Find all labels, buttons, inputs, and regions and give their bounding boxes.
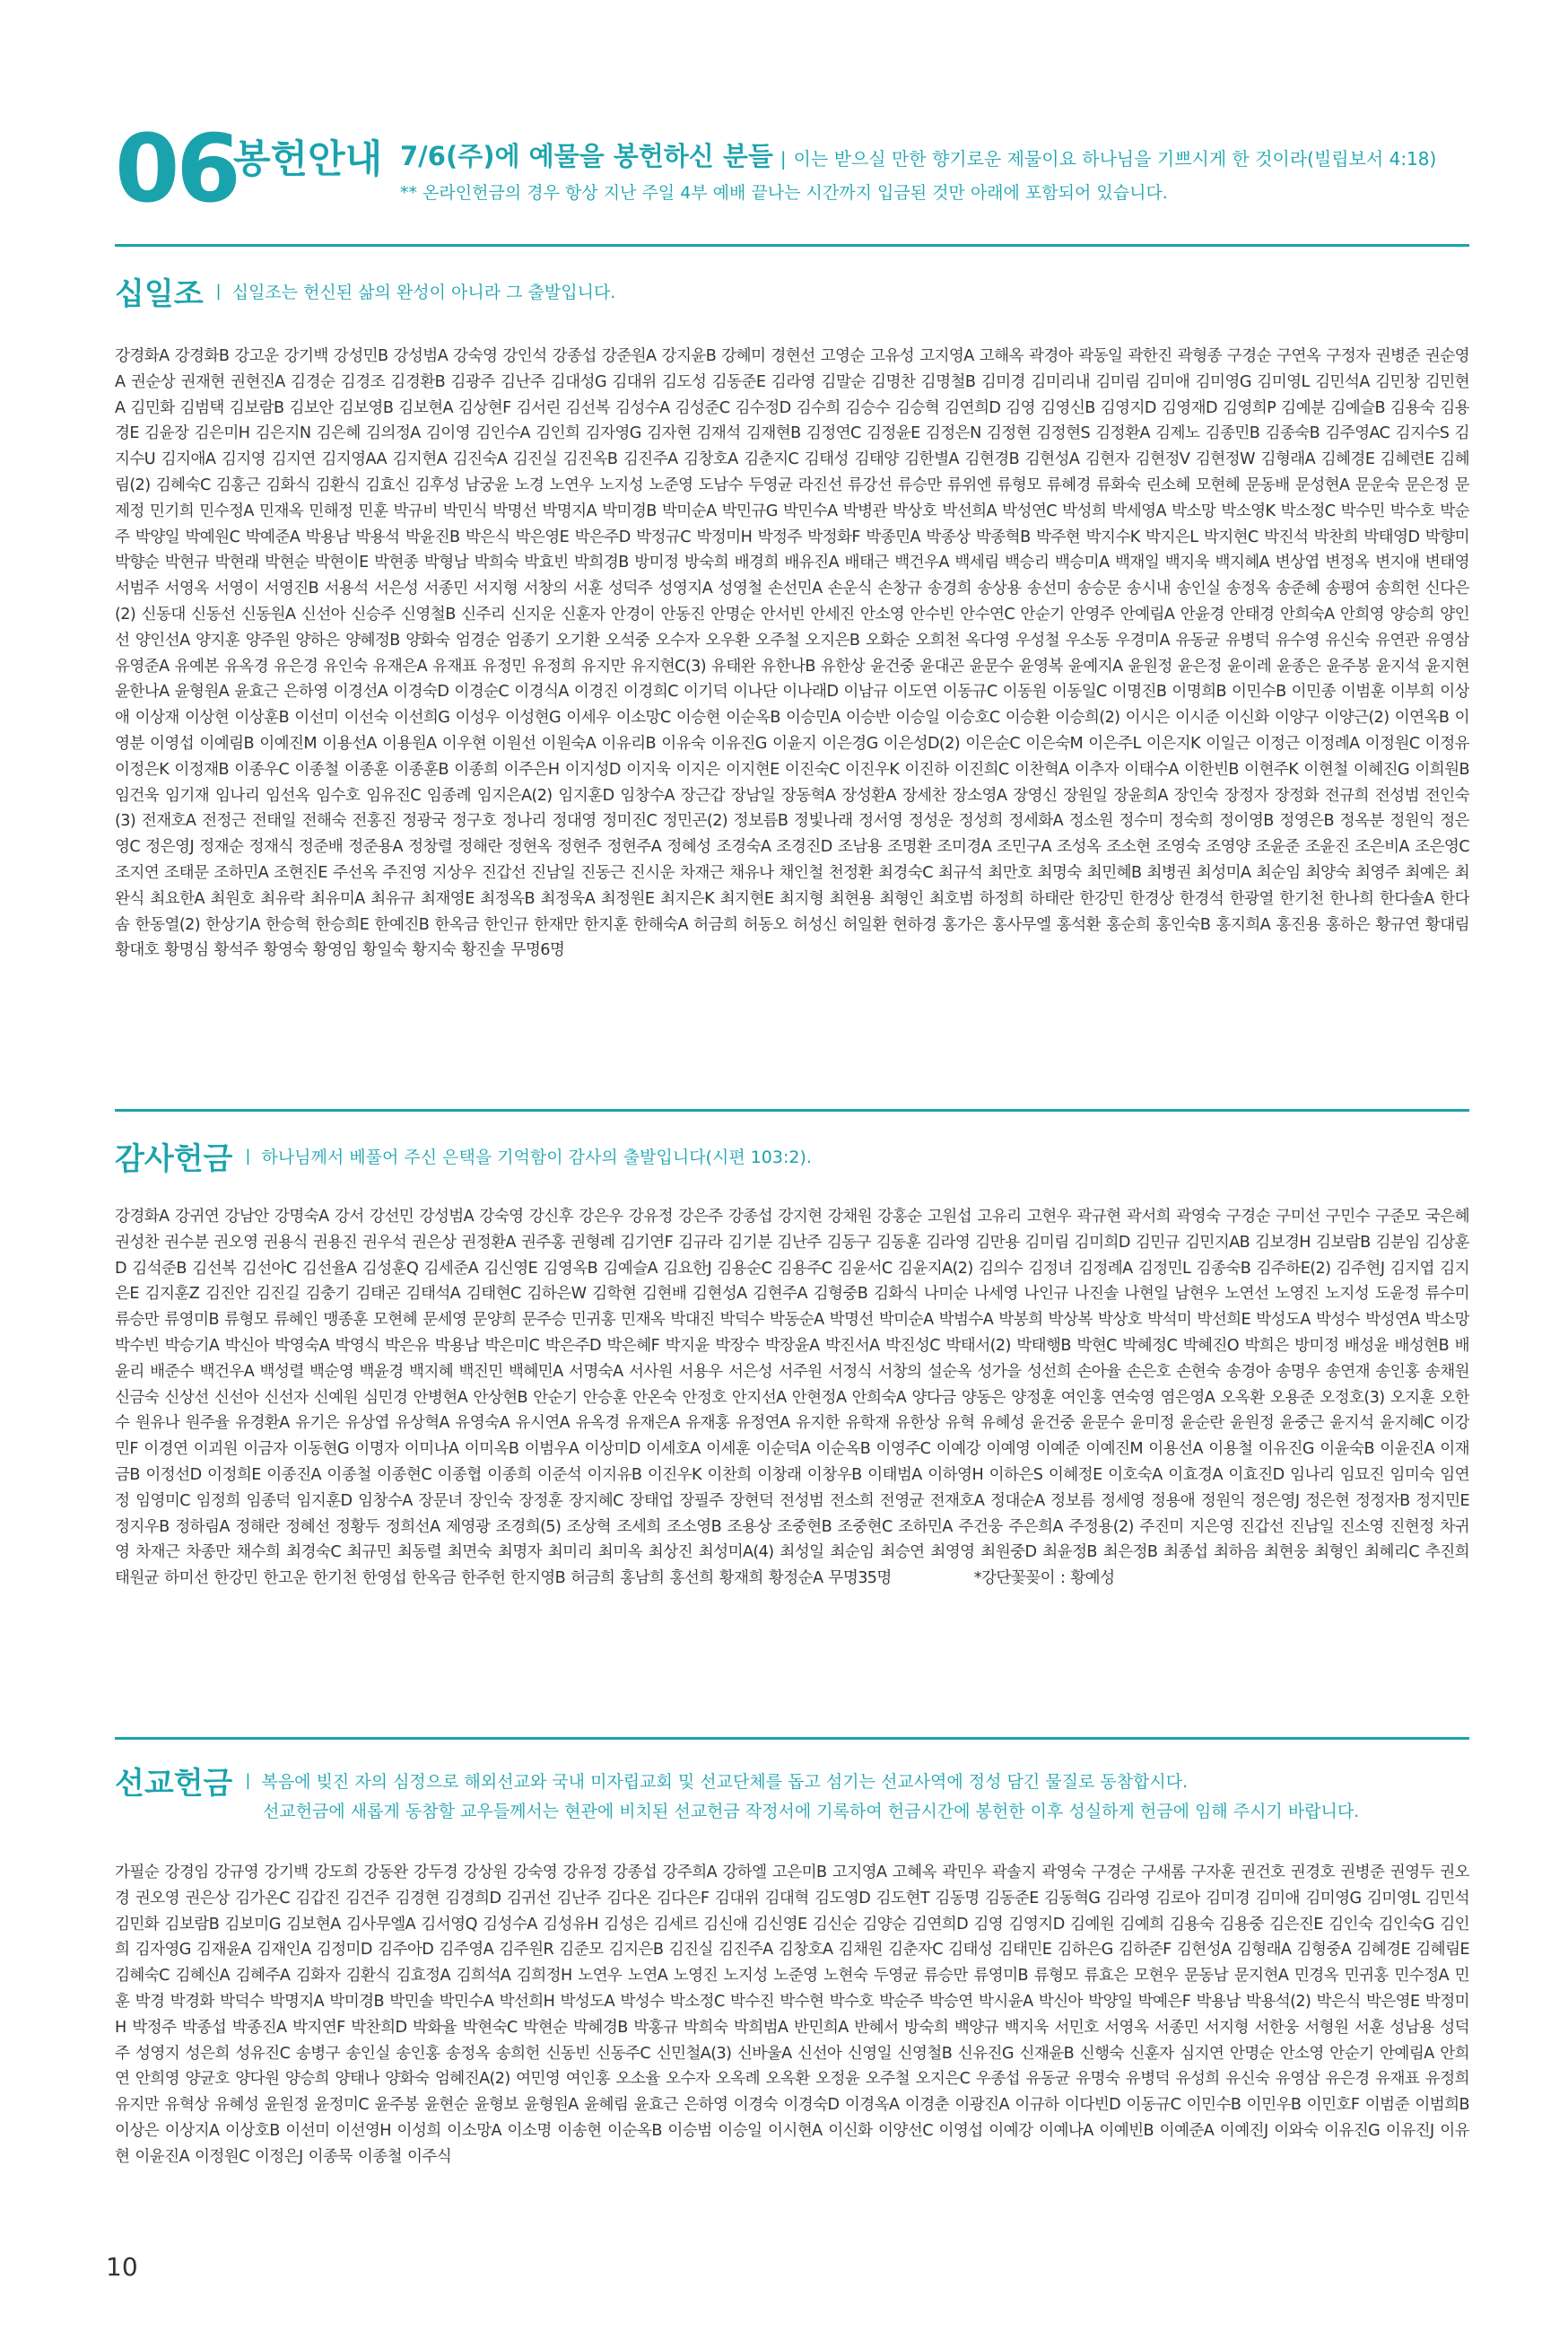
thanks-title: 감사헌금 bbox=[115, 1141, 233, 1177]
section-number: 06 bbox=[115, 114, 238, 223]
mission-description: 복음에 빚진 자의 심정으로 해외선교와 국내 미자립교회 및 선교단체를 돕고 섬기는 선교사역에 정성 담긴 물질로 동참합시다. bbox=[261, 1772, 1189, 1792]
online-offering-note: ** 온라인헌금의 경우 항상 지난 주일 4부 예배 끝나는 시간까지 입금된 것만 아래에 포함되어 있습니다. bbox=[400, 183, 1168, 203]
mission-description-2: 선교헌금에 새롭게 동참할 교우들께서는 현관에 비치된 선교헌금 작정서에 기록하여 헌금시간에 봉헌한 이후 성실하게 헌금에 임해 주시기 바랍니다. bbox=[263, 1802, 1360, 1821]
offering-date-title: 7/6(주)에 예물을 봉헌하신 분들 bbox=[400, 141, 773, 171]
divider-line bbox=[115, 1737, 1469, 1740]
divider: | bbox=[215, 282, 222, 301]
section-title: 봉헌안내 bbox=[233, 137, 383, 182]
divider-line bbox=[115, 1109, 1469, 1112]
thanks-name-list bbox=[115, 1204, 1469, 1684]
divider: | bbox=[245, 1147, 251, 1166]
thanks-names: 강경화A 강귀연 강남안 강명숙A 강서 강선민 강성범A 강숙영 강신후 강은우 강유정 강은주 강종섭 강지현 강채원 강홍순 고원섭 고유리 고현우 곽규현 곽서희 곽영숙 구경순 구미선 구민수 구준모 국은혜 권성찬 권수분 권오영 권용식 권용진 권우석 권은상 권정환A 권주홍 권형례 김기연F 김규라 김기분 김난주 김동구 김동훈 김라영 김만용 김미림 김미희D 김민규 김민지AB 김보경H 김보람B 김분임 김상훈D 김석준B 김선복 김선아C 김선율A 김성훈Q 김세준A 김신영E 김영옥B 김예슬A 김요한J 김용순C 김용주C 김윤서C 김윤지A(2) 김의수 김정녀 김정례A 김정민L 김종숙B 김주하E(2) 김주현J 김지엽 김지은E 김지훈Z 김진안 김진길 김충기 김태곤 김태석A 김태현C 김하은W 김학현 김현배 김현성A 김현주A 김형중B 김화식 나미순 나세영 나인규 나진솔 나현일 남현우 노연선 노영진 노지성 도윤정 류수미 류승만 류영미B 류형모 류혜인 맹종훈 모현혜 문세영 문양희 문주승 민귀홍 민재옥 박대진 박덕수 박동순A 박명선 박미순A 박범수A 박봉희 박상복 박상호 박석미 박선희E 박성도A 박성수 박성연A 박소망 박수빈 박승기A 박신아 박영숙A 박영식 박은유 박용남 박은미C 박은주D 박은혜F 박지윤 박장수 박장윤A 박진서A 박진성C 박태서(2) 박태행B 박현C 박혜정C 박혜진O 박희은 방미정 배성윤 배성현B 배윤리 배준수 백건우A 백성렬 백순영 백윤경 백지혜 백진민 백혜민A 서명숙A 서사원 서용우 서은성 서주원 서정식 서창의 설순옥 성가을 성선희 손아율 손은호 손현숙 송경아 송명우 송연재 송인홍 송채원 신금숙 신상선 신선아 신선자 신예원 심민경 안병현A 안상현B 안순기 안승훈 안온숙 안정호 안지선A 안현정A 안희숙A 양다금 양동은 양정훈 여인홍 연숙영 염은영A 오옥환 오용준 오정호(3) 오지훈 오한수 원유나 원주율 유경환A 유기은 유상엽 유상혁A 유영숙A 유시연A 유옥경 유재은A 유재홍 유정연A 유지한 유학재 유한상 유혁 유혜성 윤건중 윤문수 윤미정 윤순란 윤원정 윤중근 윤지석 윤지혜C 이강민F 이경연 이괴원 이금자 이동현G 이명자 이미나A 이미옥B 이범우A 이상미D 이세호A 이세훈 이순덕A 이순옥B 이영주C 이예강 이예영 이예준 이예진M 이용선A 이용철 이유진G 이윤숙B 이윤진A 이재금B 이정선D 이정희E 이종진A 이종철 이종현C 이종협 이종희 이준석 이지유B 이진우K 이찬희 이창래 이창우B 이태범A 이하영H 이하은S 이혜정E 이호숙A 이효경A 이효진D 임나리 임묘진 임미숙 임연정 임영미C 임정희 임종덕 임지훈D 임창수A 장문녀 장인숙 장정훈 장지혜C 장태업 장필주 장현덕 전성범 전소희 전영균 전재호A 정대순A 정보름 정세영 정용애 정원익 정은영J 정은현 정정자B 정지민E 정지우B 정하림A 정해란 정혜선 정황두 정희선A 제영광 조경희(5) 조상혁 조세희 조소영B 조용상 조중현B 조중현C 조하민A 주건웅 주은희A 주정용(2) 주진미 지은영 진갑선 진남일 진소영 진현정 차귀영 차재근 차종만 채수희 최경숙C 최규민 최동렬 최면숙 최명자 최미리 최미옥 최상진 최성미A(4) 최성일 최순임 최승연 최영영 최원중D 최윤정B 최은정B 최종섭 최하음 최현웅 최형인 최혜리C 추진희 태원균 하미선 한강민 한고운 한기천 한영섭 한옥금 한주헌 한지영B 허금희 홍남희 홍선희 황재희 황정순A 무명35명 bbox=[115, 1208, 1469, 1588]
bible-verse: 이는 받으실 만한 향기로운 제물이요 하나님을 기쁘시게 한 것이라(빌립보서 4:18) bbox=[793, 148, 1437, 170]
page-number: 10 bbox=[106, 2252, 138, 2282]
tithe-title: 십일조 bbox=[115, 276, 204, 312]
mission-name-list: 가필순 강경임 강규영 강기백 강도희 강동완 강두경 강상원 강숙영 강유정 강종섭 강주희A 강하엘 고은미B 고지영A 고혜옥 곽민우 곽솔지 곽영숙 구경순 구새롬 구자훈 권건호 권경호 권병준 권영두 권오경 권오영 권은상 김가온C 김갑진 김건주 김경현 김경희D 김귀선 김난주 김다온 김다은F 김대위 김대혁 김도영D 김도현T 김동명 김동준E 김동혁G 김라영 김로아 김미경 김미애 김미영G 김미영L 김민석 김민화 김보람B 김보미G 김보현A 김사무엘A 김서영Q 김성수A 김성유H 김성은 김세르 김신애 김신영E 김신순 김양순 김연희D 김영 김영지D 김예원 김예희 김용숙 김용중 김은진E 김인숙 김인숙G 김인희 김자영G 김재윤A 김재인A 김정미D 김주아D 김주영A 김주원R 김준모 김지은B 김진실 김진주A 김창호A 김채원 김춘자C 김태성 김태민E 김하은G 김하준F 김현성A 김형래A 김형중A 김혜경E 김혜림E 김혜숙C 김혜신A 김혜주A 김화자 김환식 김효정A 김희석A 김희정H 노연우 노연A 노영진 노지성 노준영 노현숙 두영균 류승만 류영미B 류형모 류효은 모현우 문동남 문지현A 민경옥 민귀홍 민수정A 민훈 박경 박경화 박덕수 박명지A 박미경B 박민솔 박민수A 박선희H 박성도A 박성수 박소정C 박수진 박수현 박수호 박순주 박승연 박시윤A 박신아 박양일 박예은F 박용남 박용석(2) 박은식 박은영E 박정미H 박정주 박종섭 박종진A 박지연F 박찬희D 박화율 박현숙C 박현순 박혜경B 박홍규 박희숙 박희범A 반민희A 반혜서 방숙희 백양규 백지욱 서민호 서영옥 서종민 서지형 서한웅 서형원 서훈 성남용 성덕주 성영지 성은희 성유진C 송병구 송인실 송인홍 송정옥 송희헌 신동빈 신동주C 신민철A(3) 신바울A 신선아 신영일 신영철B 신유진G 신재윤B 신행숙 신훈자 심지연 안명순 안소영 안순기 안예림A 안희연 안희영 양균호 양다원 양승희 양태나 양화숙 엄혜진A(2) 여민영 여인홍 오소율 오수자 오옥례 오옥환 오정윤 오주철 오지은C 우종섭 유동균 유명숙 유병덕 유성희 유신숙 유영삼 유은경 유재표 유정희 유지만 유혁상 유혜성 윤원정 윤정미C 윤주봉 윤현순 윤형보 윤형원A 윤혜림 윤효근 은하영 이경숙 이경숙D 이경옥A 이경춘 이광진A 이규하 이다빈D 이동규C 이민수B 이민우B 이민호F 이범준 이범희B 이상은 이상지A 이상호B 이선미 이선영H 이성희 이소망A 이소명 이송현 이순옥B 이승범 이승일 이시현A 이신화 이양선C 이영섭 이예강 이예나A 이예빈B 이예준A 이예진J 이와숙 이유진G 이유진J 이유현 이윤진A 이정원C 이정은J 이종묵 이종철 이주식 bbox=[115, 1864, 1469, 2166]
divider: | bbox=[780, 148, 787, 170]
divider: | bbox=[245, 1771, 251, 1790]
divider-line bbox=[115, 244, 1469, 247]
page-header bbox=[115, 114, 1469, 223]
thanks-description: 하나님께서 베풀어 주신 은택을 기억함이 감사의 출발입니다(시편 103:2). bbox=[261, 1148, 812, 1167]
thanks-heading bbox=[115, 1134, 812, 1178]
mission-heading bbox=[115, 1759, 1188, 1803]
tithe-description: 십일조는 헌신된 삶의 완성이 아니라 그 출발입니다. bbox=[231, 283, 616, 302]
mission-title: 선교헌금 bbox=[115, 1766, 233, 1802]
tithe-name-list: 강경화A 강경화B 강고운 강기백 강성민B 강성범A 강숙영 강인석 강종섭 강준원A 강지윤B 강혜미 경현선 고영순 고유성 고지영A 고해옥 곽경아 곽동일 곽한진 곽형종 구경순 구연옥 구정자 권병준 권순영A 권순상 권재현 권현진A 김경순 김경조 김경환B 김광주 김난주 김대성G 김대위 김도성 김동준E 김라영 김말순 김명찬 김명철B 김미경 김미리내 김미림 김미애 김미영G 김미영L 김민석A 김민창 김민현A 김민화 김범택 김보람B 김보안 김보영B 김보현A 김상현F 김서린 김선복 김성수A 김성준C 김수정D 김수희 김승수 김승혁 김연희D 김영 김영신B 김영지D 김영재D 김영희P 김예분 김예슬B 김용숙 김용경E 김윤장 김은미H 김은지N 김은혜 김의정A 김이영 김인수A 김인희 김자영G 김자현 김재석 김재현B 김정연C 김정윤E 김정은N 김정현 김정현S 김정환A 김제노 김종민B 김종숙B 김주영AC 김지수S 김지수U 김지애A 김지영 김지연 김지영AA 김지현A 김진숙A 김진실 김진옥B 김진주A 김창호A 김춘지C 김태성 김태양 김한별A 김현경B 김현성A 김현자 김현정V 김현정W 김형래A 김혜경E 김혜련E 김혜림(2) 김혜숙C 김홍근 김화식 김환식 김효신 김후성 남궁윤 노경 노연우 노지성 노준영 도남수 두영균 라진선 류강선 류승만 류위엔 류형모 류혜경 류화숙 린소혜 모현혜 문동배 문성현A 문운숙 문은정 문제정 민기희 민수정A 민재옥 민해정 민훈 박규비 박민식 박명선 박명지A 박미경B 박미순A 박민규G 박민수A 박병관 박상호 박선희A 박성연C 박성희 박세영A 박소망 박소영K 박소정C 박수민 박수호 박순주 박양일 박예원C 박예준A 박용남 박용석 박윤진B 박은식 박은영E 박은주D 박정규C 박정미H 박정주 박정화F 박종민A 박종상 박종혁B 박주현 박지수K 박지은L 박지현C 박진석 박찬희 박태영D 박향미 박향순 박현규 박현래 박현순 박현이E 박현종 박형남 박희숙 박효빈 박희경B 방미정 방숙희 배경희 배유진A 배태근 백건우A 백세림 백승리 백승미A 백재일 백지욱 백지혜A 변상엽 변정옥 변지애 변태영 서범주 서영옥 서영이 서영진B 서용석 서은성 서종민 서지형 서창의 서훈 성덕주 성영지A 성영철 손선민A 손운식 손창규 송경희 송상용 송선미 송승문 송시내 송인실 송정옥 송준혜 송평여 송희헌 신다은(2) 신동대 신동선 신동원A 신선아 신승주 신영철B 신주리 신지운 신훈자 안경이 안동진 안명순 안서빈 안세진 안소영 안수빈 안수연C 안순기 안영주 안예림A 안윤경 안태경 안희숙A 안희영 양승희 양인선 양인선A 양지훈 양주원 양하은 양혜정B 양화숙 엄경순 엄종기 오기환 오석중 오수자 오우환 오주철 오지은B 오화순 오희천 옥다영 우성철 우소동 우경미A 유동균 유병덕 유수영 유신숙 유연관 유영삼 유영준A 유예본 유옥경 유은경 유인숙 유재은A 유재표 유정민 유정희 유지만 유지현C(3) 유태완 유한나B 유한상 윤건중 윤대곤 윤문수 윤영복 윤예지A 윤원정 윤은정 윤이레 윤종은 윤주봉 윤지석 윤지현 윤한나A 윤형원A 윤효근 은하영 이경선A 이경숙D 이경순C 이경식A 이경진 이경희C 이기덕 이나단 이나래D 이남규 이도연 이동규C 이동원 이동일C 이명진B 이명희B 이민수B 이민종 이범훈 이부희 이상애 이상재 이상현 이상훈B 이선미 이선숙 이선희G 이성우 이성현G 이세우 이소망C 이승현 이순옥B 이승민A 이승반 이승일 이승호C 이승환 이승희(2) 이시은 이시준 이신화 이양구 이양근(2) 이연옥B 이영분 이영섭 이예림B 이예진M 이용선A 이용원A 이우현 이원선 이원숙A 이유리B 이유숙 이유진G 이윤지 이은경G 이은성D(2) 이은순C 이은숙M 이은주L 이은지K 이일근 이정근 이정례A 이정원C 이정유 이정은K 이정재B 이종우C 이종철 이종훈 이종훈B 이종희 이주은H 이지성D 이지욱 이지은 이지현E 이진숙C 이진우K 이진하 이진희C 이찬혁A 이추자 이태수A 이한빈B 이현주K 이현철 이혜진G 이희원B 임건욱 임기재 임나리 임선옥 임수호 임유진C 임종례 임지은A(2) 임지훈D 임창수A 장근갑 장남일 장동혁A 장성환A 장세찬 장소영A 장영신 장원일 장윤희A 장인숙 장정자 장정화 전규희 전성범 전인숙(3) 전재호A 전정근 전태일 전해숙 전홍진 정광국 정구호 정나리 정대영 정미진C 정민곤(2) 정보름B 정빛나래 정서영 정성운 정성희 정세화A 정소원 정수미 정숙희 정이영B 정영은B 정옥분 정원익 정은영C 정은영J 정재순 정재식 정준배 정준용A 정창렬 정해란 정현옥 정현주 정현주A 정혜성 조경숙A 조경진D 조남용 조명환 조미경A 조민구A 조성옥 조소현 조영숙 조영양 조윤준 조윤진 조은비A 조은영C 조지연 조태문 조하민A 조현진E 주선옥 주진영 지상우 진갑선 진남일 진동근 진시운 차재근 채유나 채인철 천정환 최경숙C 최규석 최만호 최명숙 최민혜B 최병권 최성미A 최순임 최양숙 최영주 최예은 최완식 최요한A 최원호 최유락 최유미A 최유규 최재영E 최정옥B 최정욱A 최정원E 최지은K 최지현E 최지형 최현용 최형인 최호범 하정희 하태란 한강민 한경상 한경석 한광열 한기천 한나희 한다솔A 한다솜 한동열(2) 한상기A 한승혁 한승희E 한예진B 한옥금 한인규 한재만 한지훈 한해숙A 허금희 허동오 허성신 허일환 현하경 홍가은 홍사무엘 홍석환 홍순희 홍인숙B 홍지희A 홍진용 홍하은 황규연 황대림 황대호 황명심 황석주 황영숙 황영임 황일숙 황지숙 황진솔 무명6명 bbox=[115, 347, 1469, 960]
flower-note: *강단꽃꽂이 : 황예성 bbox=[973, 1569, 1115, 1588]
tithe-heading bbox=[115, 269, 615, 313]
offering-heading bbox=[400, 136, 1436, 173]
